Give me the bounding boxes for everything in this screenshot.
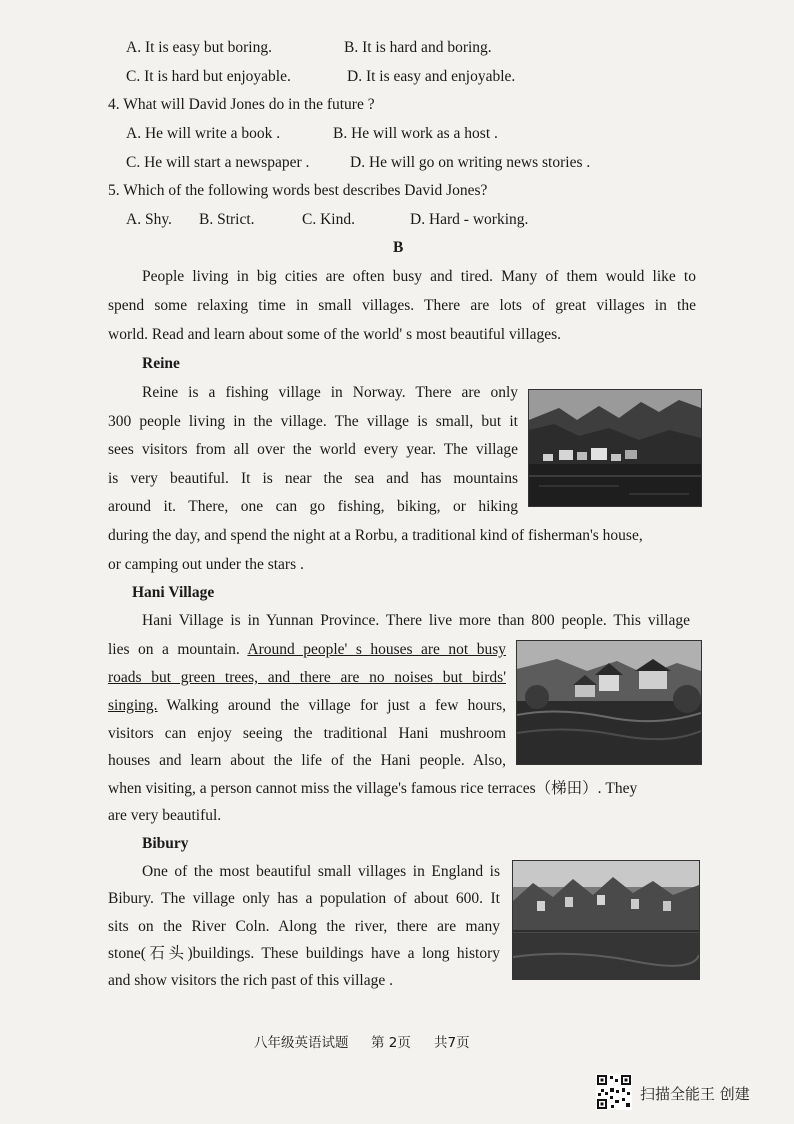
hani-heading: Hani Village <box>132 584 215 601</box>
q5-question: 5. Which of the following words best describes David Jones? <box>108 182 488 199</box>
hani-line-text: Walking around the village for just a few hours, <box>157 697 506 714</box>
reine-line: around it. There, one can go fishing, biking, or hiking <box>108 498 518 515</box>
q5-option-b: B. Strict. <box>199 211 255 228</box>
footer-subject: 八年级英语试题 <box>254 1035 349 1051</box>
footer-total: 共7页 <box>434 1035 470 1051</box>
section-b-letter: B <box>393 239 404 256</box>
hani-line: Hani Village is in Yunnan Province. There live more than 800 people. This village <box>142 612 690 629</box>
q4-option-d: D. He will go on writing news stories . <box>350 154 591 171</box>
hani-line: are very beautiful. <box>108 807 222 824</box>
q4-option-b: B. He will work as a host . <box>333 125 498 142</box>
bibury-line: Bibury. The village only has a population of about 600. It <box>108 890 500 907</box>
scanner-watermark-text: 扫描全能王 创建 <box>640 1085 750 1103</box>
section-b-intro-line: People living in big cities are often busy and tired. Many of them would like to <box>142 268 696 285</box>
footer-page: 第 2页 <box>371 1035 411 1051</box>
q4-option-a: A. He will write a book . <box>126 125 281 142</box>
q3-option-b: B. It is hard and boring. <box>344 39 492 56</box>
q3-option-a: A. It is easy but boring. <box>126 39 272 56</box>
q4-question: 4. What will David Jones do in the future ? <box>108 96 375 113</box>
hani-underlined-sentence: roads but green trees, and there are no noises but birds' <box>108 669 506 686</box>
hani-line: when visiting, a person cannot miss the village's famous rice terraces（梯田）. They <box>108 780 638 797</box>
reine-line: is very beautiful. It is near the sea and has mountains <box>108 470 518 487</box>
bibury-line: sits on the River Coln. Along the river, there are many <box>108 918 500 935</box>
reine-line: Reine is a fishing village in Norway. There are only <box>142 384 518 401</box>
q3-option-c: C. It is hard but enjoyable. <box>126 68 291 85</box>
reine-heading: Reine <box>142 355 180 372</box>
hani-photo <box>516 640 702 765</box>
q5-option-d: D. Hard - working. <box>410 211 529 228</box>
bibury-line: stone(石头)buildings. These buildings have a long history <box>108 945 500 962</box>
bibury-heading: Bibury <box>142 835 189 852</box>
hani-underlined-sentence: singing. <box>108 697 158 714</box>
reine-line: or camping out under the stars . <box>108 556 304 573</box>
reine-line: sees visitors from all over the world every year. The village <box>108 441 518 458</box>
hani-line: visitors can enjoy seeing the traditional Hani mushroom <box>108 725 506 742</box>
hani-line <box>108 640 506 660</box>
q3-option-d: D. It is easy and enjoyable. <box>347 68 516 85</box>
hani-line <box>108 696 506 716</box>
hani-line: houses and learn about the life of the Hani people. Also, <box>108 752 506 769</box>
section-b-intro-line: spend some relaxing time in small villages. There are lots of great villages in the <box>108 297 696 314</box>
hani-underlined-sentence: Around people' s houses are not busy <box>247 641 506 658</box>
bibury-photo <box>512 860 700 980</box>
reine-line: 300 people living in the village. The village is small, but it <box>108 413 518 430</box>
reine-photo <box>528 389 702 507</box>
hani-line-text: lies on a mountain. <box>108 641 248 658</box>
q5-option-a: A. Shy. <box>126 211 172 228</box>
q4-option-c: C. He will start a newspaper . <box>126 154 310 171</box>
bibury-line: One of the most beautiful small villages in England is <box>142 863 500 880</box>
bibury-line: and show visitors the rich past of this village . <box>108 972 393 989</box>
q5-option-c: C. Kind. <box>302 211 355 228</box>
qr-code-icon <box>596 1074 632 1110</box>
reine-line: during the day, and spend the night at a Rorbu, a traditional kind of fisherman's house, <box>108 527 643 544</box>
section-b-intro-line: world. Read and learn about some of the world' s most beautiful villages. <box>108 326 562 343</box>
